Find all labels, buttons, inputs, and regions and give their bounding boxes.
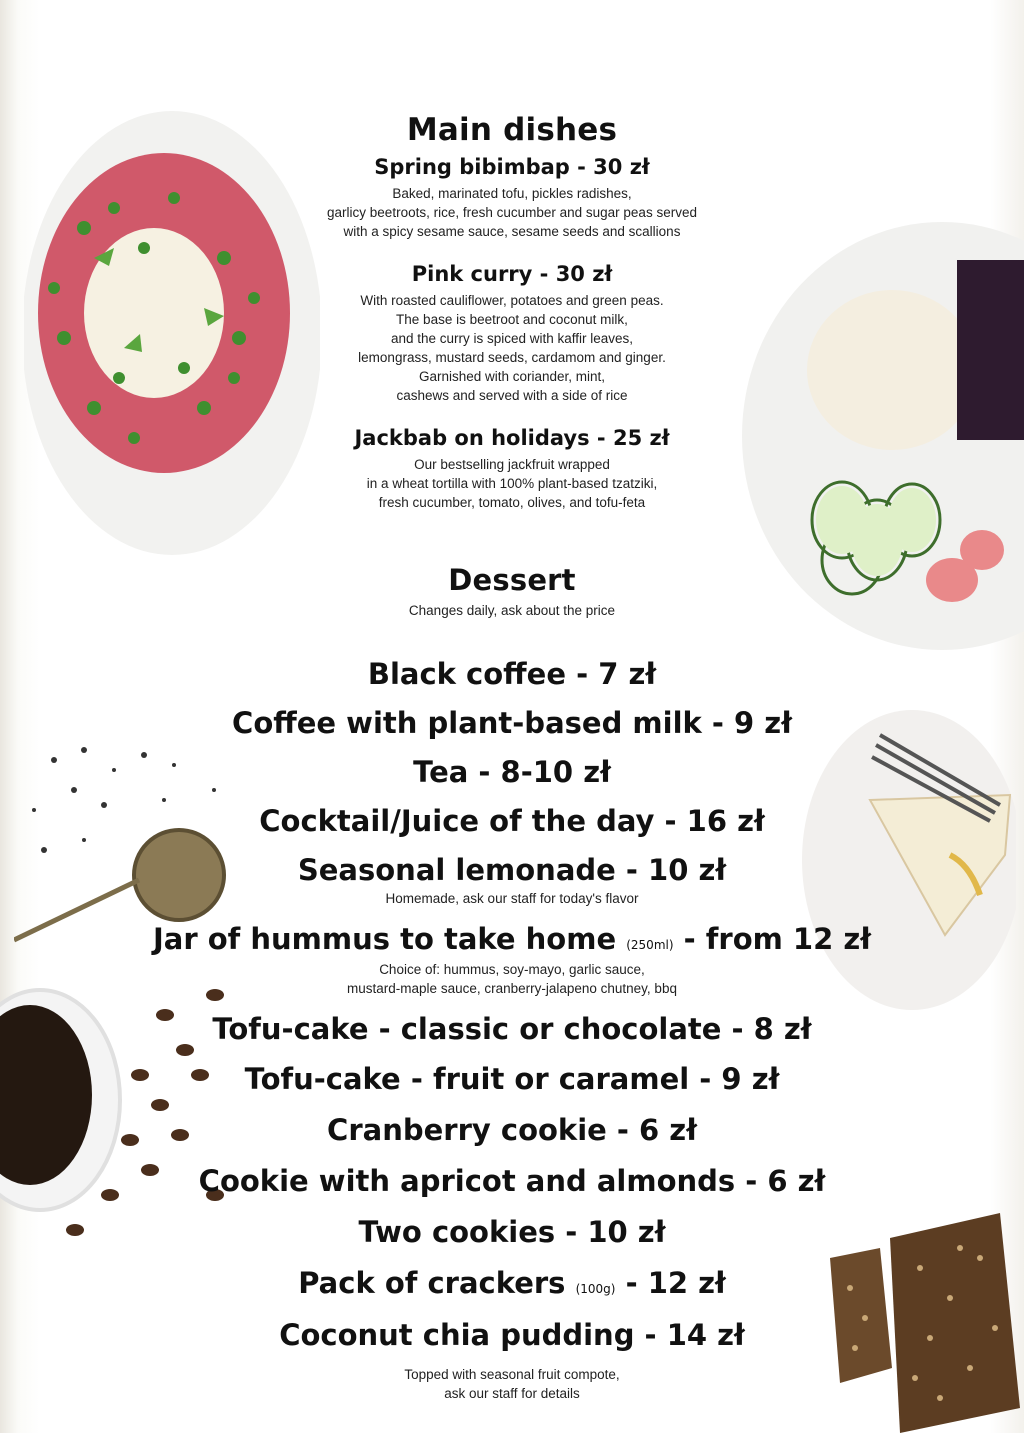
- item-cranberry-cookie: Cranberry cookie - 6 zł: [327, 1113, 697, 1147]
- item-tofu-cake-fruit: Tofu-cake - fruit or caramel - 9 zł: [244, 1062, 780, 1096]
- item-apricot-cookie: Cookie with apricot and almonds - 6 zł: [198, 1164, 826, 1198]
- item-black-coffee: Black coffee - 7 zł: [367, 657, 657, 691]
- desc-line: Baked, marinated tofu, pickles radishes,: [392, 186, 632, 201]
- dish-desc-pink-curry: [0, 291, 1024, 405]
- hummus-unit: (250ml): [626, 938, 674, 952]
- desc-line: With roasted cauliflower, potatoes and green peas.: [360, 293, 664, 308]
- item-tea: Tea - 8-10 zł: [413, 755, 611, 789]
- item-tofu-cake-classic: Tofu-cake - classic or chocolate - 8 zł: [212, 1012, 812, 1046]
- desc-line: cashews and served with a side of rice: [396, 388, 628, 403]
- dish-desc-bibimbap: [0, 184, 1024, 241]
- item-cocktail: Cocktail/Juice of the day - 16 zł: [259, 804, 765, 838]
- item-two-cookies: Two cookies - 10 zł: [358, 1215, 666, 1249]
- item-lemonade: Seasonal lemonade - 10 zł: [297, 853, 727, 887]
- note-line: ask our staff for details: [444, 1386, 580, 1401]
- desc-line: lemongrass, mustard seeds, cardamom and ginger.: [358, 350, 666, 365]
- dessert-heading: Dessert: [448, 563, 576, 597]
- item-chia-pudding: Coconut chia pudding - 14 zł: [279, 1318, 745, 1352]
- dish-title-bibimbap: Spring bibimbap - 30 zł: [374, 155, 650, 179]
- desc-line: and the curry is spiced with kaffir leaves,: [390, 331, 634, 346]
- dish-desc-jackbab: [0, 455, 1024, 512]
- note-line: Topped with seasonal fruit compote,: [404, 1367, 620, 1382]
- main-dishes-heading: Main dishes: [406, 112, 618, 148]
- dessert-note: Changes daily, ask about the price: [408, 603, 616, 618]
- note-line: Choice of: hummus, soy-mayo, garlic sauce,: [379, 962, 645, 977]
- desc-line: fresh cucumber, tomato, olives, and tofu-feta: [378, 495, 646, 510]
- desc-line: Our bestselling jackfruit wrapped: [414, 457, 610, 472]
- hummus-price: - from 12 zł: [683, 922, 872, 956]
- item-hummus: [0, 922, 1024, 956]
- item-crackers: [0, 1266, 1024, 1300]
- crackers-unit: (100g): [575, 1282, 616, 1296]
- desc-line: with a spicy sesame sauce, sesame seeds and scallions: [343, 224, 681, 239]
- desc-line: garlicy beetroots, rice, fresh cucumber and sugar peas served: [327, 205, 697, 220]
- dish-title-pink-curry: Pink curry - 30 zł: [411, 262, 613, 286]
- note-line: mustard-maple sauce, cranberry-jalapeno chutney, bbq: [347, 981, 677, 996]
- item-coffee-plant-milk: Coffee with plant-based milk - 9 zł: [232, 706, 792, 740]
- desc-line: Garnished with coriander, mint,: [418, 369, 606, 384]
- hummus-note: [0, 960, 1024, 998]
- crackers-label: Pack of crackers: [298, 1266, 566, 1300]
- desc-line: The base is beetroot and coconut milk,: [396, 312, 628, 327]
- pudding-note: [0, 1365, 1024, 1403]
- crackers-price: - 12 zł: [625, 1266, 726, 1300]
- dish-title-jackbab: Jackbab on holidays - 25 zł: [354, 426, 670, 450]
- hummus-label: Jar of hummus to take home: [152, 922, 617, 956]
- lemonade-note: Homemade, ask our staff for today's flavor: [385, 891, 639, 906]
- desc-line: in a wheat tortilla with 100% plant-based tzatziki,: [366, 476, 658, 491]
